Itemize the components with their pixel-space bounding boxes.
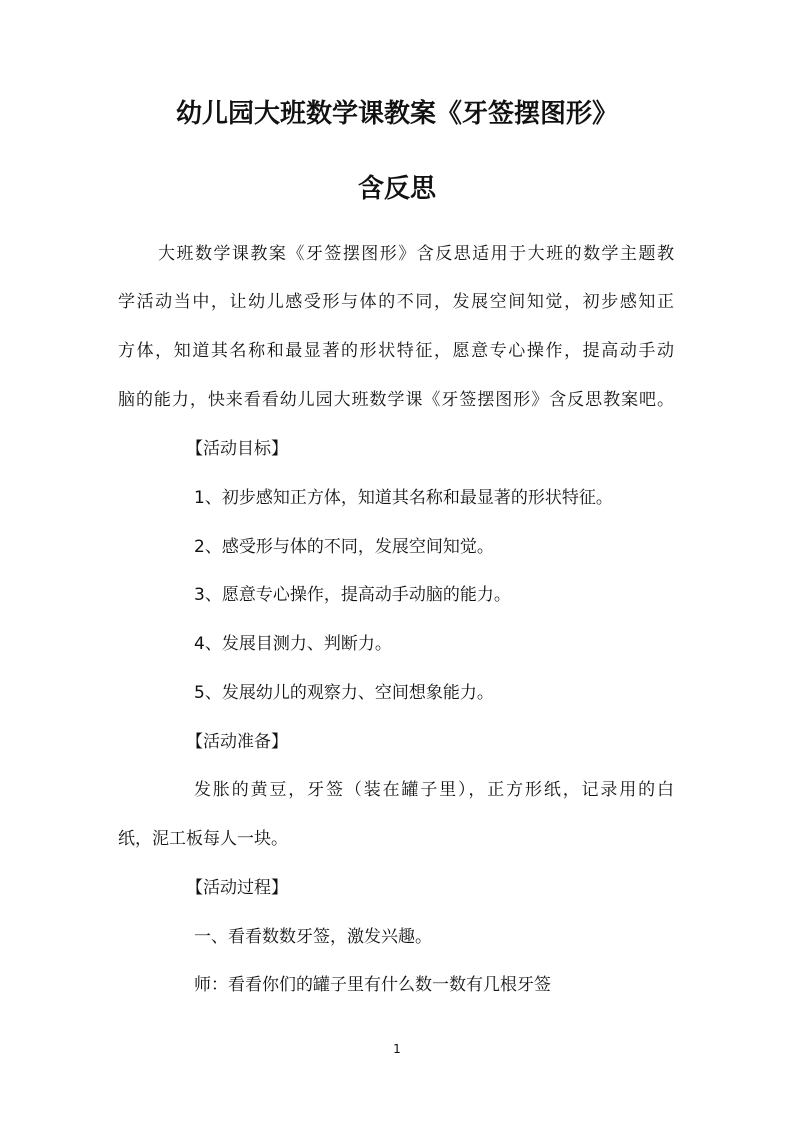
prep-heading: 【活动准备】 bbox=[186, 732, 288, 752]
goal-item: 2、感受形与体的不同，发展空间知觉。 bbox=[194, 537, 494, 557]
document-title-line-2: 含反思 bbox=[357, 174, 436, 204]
intro-line: 大班数学课教案《牙签摆图形》含反思适用于大班的数学主题教 bbox=[158, 244, 674, 264]
goals-heading: 【活动目标】 bbox=[186, 439, 288, 459]
intro-line: 方体，知道其名称和最显著的形状特征，愿意专心操作，提高动手动 bbox=[118, 341, 674, 361]
process-line: 一、看看数数牙签，激发兴趣。 bbox=[194, 927, 432, 947]
prep-line: 发胀的黄豆，牙签（装在罐子里），正方形纸，记录用的白 bbox=[194, 780, 674, 800]
goal-item: 5、发展幼儿的观察力、空间想象能力。 bbox=[194, 683, 494, 703]
goal-item: 3、愿意专心操作，提高动手动脑的能力。 bbox=[194, 585, 511, 605]
process-line: 师：看看你们的罐子里有什么数一数有几根牙签 bbox=[194, 975, 551, 995]
intro-line: 学活动当中，让幼儿感受形与体的不同，发展空间知觉，初步感知正 bbox=[118, 292, 674, 312]
prep-line: 纸，泥工板每人一块。 bbox=[118, 829, 288, 849]
goal-item: 4、发展目测力、判断力。 bbox=[194, 634, 392, 654]
page-number: 1 bbox=[393, 1042, 401, 1056]
document-title-line-1: 幼儿园大班数学课教案《牙签摆图形》 bbox=[175, 99, 618, 129]
goal-item: 1、初步感知正方体，知道其名称和最显著的形状特征。 bbox=[194, 488, 613, 508]
intro-line: 脑的能力，快来看看幼儿园大班数学课《牙签摆图形》含反思教案吧。 bbox=[118, 390, 674, 410]
process-heading: 【活动过程】 bbox=[186, 878, 288, 898]
